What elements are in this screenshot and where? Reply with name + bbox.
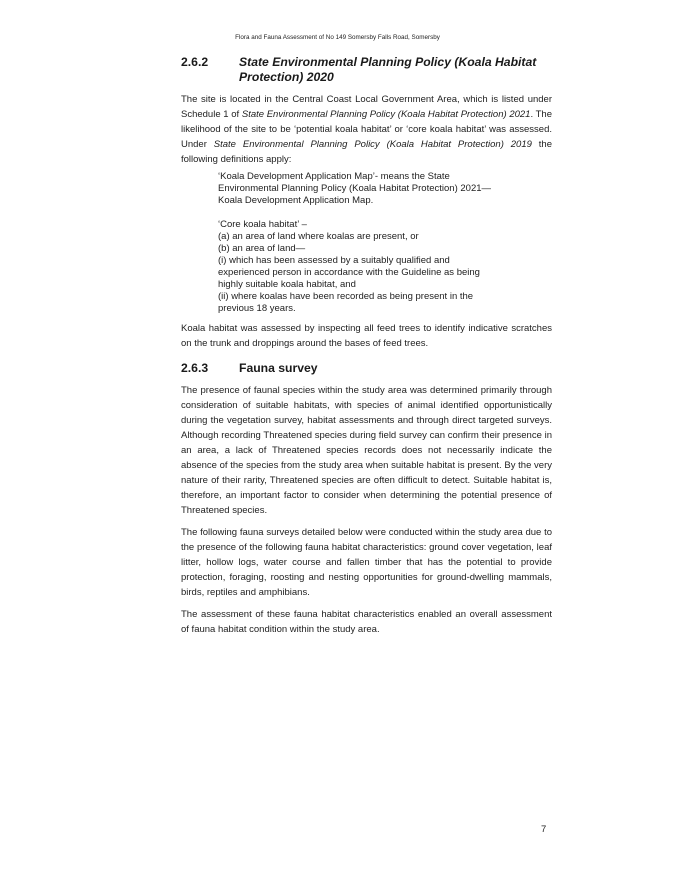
section-number: 2.6.3 [181, 361, 209, 375]
definition-block-map [218, 171, 518, 315]
section-title: State Environmental Planning Policy (Koala Habitat Protection) 2020 [239, 55, 537, 84]
definition-line: Koala Development Application Map. [218, 195, 374, 206]
section-number: 2.6.2 [181, 55, 209, 69]
running-header: Flora and Fauna Assessment of No 149 Somersby Falls Road, Somersby [235, 34, 440, 41]
section-title: Fauna survey [239, 361, 318, 375]
definition-line: experienced person in accordance with the Guideline as being [218, 267, 480, 278]
section-heading-2-6-3 [181, 361, 552, 376]
definition-line: highly suitable koala habitat, and [218, 279, 356, 290]
text-run: The site is located in the Central Coast Local Government Area, which is listed under Schedule 1 of [181, 94, 552, 120]
definition-line: (ii) where koalas have been recorded as being present in the [218, 291, 474, 302]
definition-line: Environmental Planning Policy (Koala Habitat Protection) 2021— [218, 183, 492, 194]
policy-name: State Environmental Planning Policy (Koala Habitat Protection) 2019 [213, 139, 532, 150]
fauna-survey-paragraph-3: The assessment of these fauna habitat characteristics enabled an overall assessment of fauna habitat condition within the study area. [181, 609, 552, 635]
text-run: . The likelihood of the site to be ‘potential koala habitat’ or ‘core koala habitat’ was assessed. Under [181, 109, 552, 150]
text-run: the following definitions apply: [181, 139, 552, 165]
definition-line: previous 18 years. [218, 303, 296, 314]
definition-line: ‘Koala Development Application Map’- means the State [218, 171, 450, 182]
koala-assessment-paragraph: Koala habitat was assessed by inspecting all feed trees to identify indicative scratches on the trunk and droppings around the bases of feed trees. [181, 323, 552, 349]
definition-line: (a) an area of land where koalas are present, or [218, 231, 419, 242]
page-number: 7 [541, 824, 547, 835]
fauna-survey-paragraph-1: The presence of faunal species within the study area was determined primarily through consideration of suitable habitats, with species of animal identified opportunistically during the vegetation survey, habitat assessments and through direct targeted surveys. Although recording Threatened species during field survey can confirm their presence in an area, a lack of Threatened species records does not necessarily indicate the absence of the species from the study area when suitable habitat is present. By the very nature of their rarity, Threatened species are often difficult to detect. Suitable habitat is, therefore, an important factor to consider when determining the potential presence of Threatened species. [181, 385, 552, 516]
definition-line: (b) an area of land— [218, 243, 306, 254]
koala-intro-paragraph [181, 92, 552, 167]
section-heading-2-6-2 [181, 55, 552, 85]
spacer [218, 207, 518, 219]
definition-line: (i) which has been assessed by a suitably qualified and [218, 255, 450, 266]
definition-line: ‘Core koala habitat’ – [218, 219, 307, 230]
fauna-survey-paragraph-2: The following fauna surveys detailed below were conducted within the study area due to the presence of the following fauna habitat characteristics: ground cover vegetation, leaf litter, hollow logs, water course and fallen timber that has the potential to provide protection, foraging, roosting and nesting opportunities for ground-dwelling mammals, birds, reptiles and amphibians. [181, 527, 552, 598]
policy-name: State Environmental Planning Policy (Koala Habitat Protection) 2021 [241, 109, 531, 120]
page-content [181, 55, 552, 637]
